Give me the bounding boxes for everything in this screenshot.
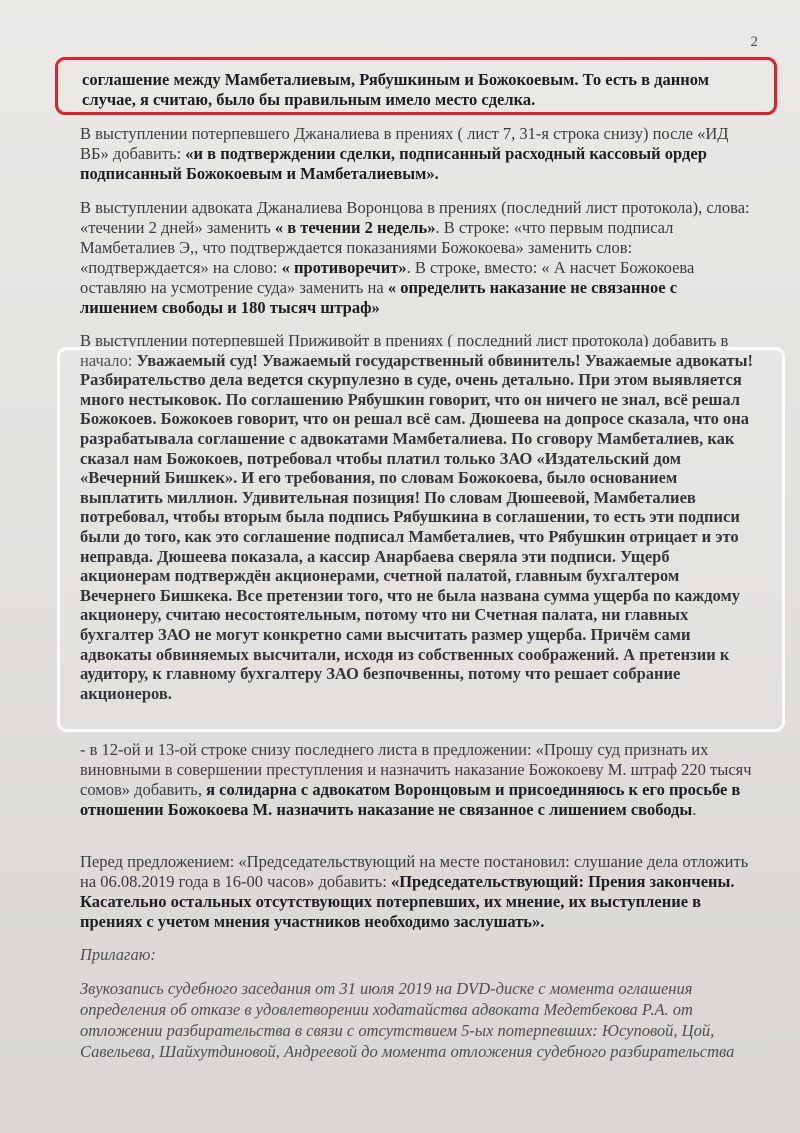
- prizhivoit-text: В выступлении потерпевшей Приживойт в прениях ( последний лист протокола) добавить в начало:: [80, 331, 729, 370]
- dzhanaliev-bold: «и в подтверждении сделки, подписанный расходный кассовый ордер подписанный Божокоевым и Мамбеталиевым».: [80, 144, 707, 183]
- prizhivoit-speech: Уважаемый суд! Уважаемый государственный обвинитель! Уважаемые адвокаты! Разбирательство дела ведется скурпулезно в суде, очень детально. При этом выявляется много нестыковок. По соглашению Рябушкин говорит, что он ничего не знал, всё решал Божокоев. Божокоев говорит, что он решал всё сам. Дюшеева на допросе сказала, что она разрабатывала соглашение с адвокатами Мамбеталиева. По сговору Мамбеталиев, как сказал нам Божокоев, потребовал чтобы платил только ЗАО «Издательский дом «Вечерний Бишкек». И его требования, по словам Божокоева, было основанием выплатить миллион. Удивительная позиция! По словам Дюшеевой, Мамбеталиев потребовал, чтобы вторым была подпись Рябушкина в соглашении, то есть эти подписи были до того, как это соглашение подписал Мамбеталиев, что Рябушкин отрицает и это неправда. Дюшеева показала, а кассир Анарбаева сверяла эти подписи. Ущерб акционерам подтверждён акционерами, счетной палатой, главным бухгалтером Вечернего Бишкека. Все претензии того, что не была названа сумма ущерба по каждому акционеру, считаю несостоятельным, потому что ни Счетная палата, ни главных бухгалтер ЗАО не могут конкретно сами высчитать размер ущерба. Причём сами адвокаты обвиняемых высчитали, исходя из собственных соображений. А претензии к аудитору, к главному бухгалтеру ЗАО безпочвенны, потому что решает собрание акционеров.: [80, 350, 753, 703]
- dzhanaliev-text: В выступлении потерпевшего Джаналиева в прениях ( лист 7, 31-я строка снизу) после «ИД ВБ» добавить:: [80, 124, 729, 163]
- white-highlight-box: [57, 347, 785, 732]
- lines-end: .: [692, 800, 697, 819]
- vorontsov-text-2: . В строке: «что первым подписал Мамбеталиев Э,, что подтверждается показаниями Божокоева» заменить слов: «подтверждается» на слово:: [80, 218, 674, 277]
- vorontsov-bold-2: « противоречит»: [281, 258, 407, 277]
- page-number: 2: [750, 34, 758, 50]
- attachment-text: Звукозапись судебного заседания от 31 июля 2019 на DVD-диске с момента оглашения определения об отказе в удовлетворении ходатайства адвоката Медетбекова Р.А. от отложении разбирательства в связи с отсутствием 5-ых потерпевших: Юсуповой, Цой, Савельева, Шайхутдиновой, Андреевой до момента отложения судебного разбирательства: [80, 979, 735, 1061]
- paragraph-lines-12-13: [80, 740, 754, 820]
- paragraph-vorontsov: [80, 198, 754, 318]
- vorontsov-bold-1: « в течении 2 недель»: [274, 218, 436, 237]
- chairman-text: Перед предложением: «Председательствующий на месте постановил: слушание дела отложить на 06.08.2019 года в 16-00 часов» добавить:: [80, 852, 749, 891]
- agreement-text: соглашение между Мамбеталиевым, Рябушкиным и Божокоевым. То есть в данном случае, я считаю, было бы правильным имело место сделка.: [82, 70, 709, 109]
- vorontsov-text-3: . В строке, вместо: « А насчет Божокоева оставляю на усмотрение суда» заменить на: [80, 258, 695, 297]
- red-highlight-box: [55, 57, 777, 115]
- vorontsov-text-1: В выступлении адвоката Джаналиева Воронцова в прениях (последний лист протокола), слова: «течении 2 дней» заменить: [80, 198, 750, 237]
- lines-bold: я солидарна с адвокатом Воронцовым и присоединяюсь к его просьбе в отношении Божокоева М. назначить наказание не связанное с лишением свободы: [80, 780, 741, 819]
- attachment-heading: Прилагаю:: [80, 945, 156, 964]
- paragraph-dzhanaliev: [80, 124, 754, 184]
- lines-text: - в 12-ой и 13-ой строке снизу последнего листа в предложении: «Прошу суд признать их виновными в совершении преступления и назначить наказание Божокоеву М. штраф 220 тысяч сомов» добавить,: [80, 740, 752, 799]
- vorontsov-bold-3: « определить наказание не связанное с лишением свободы и 180 тысяч штраф»: [80, 278, 678, 317]
- chairman-bold: «Председательствующий: Прения закончены. Касательно остальных отсутствующих потерпевших, их мнение, их выступление в прениях с учетом мнения участников необходимо заслушать».: [80, 872, 735, 931]
- paragraph-chairman: [80, 852, 754, 932]
